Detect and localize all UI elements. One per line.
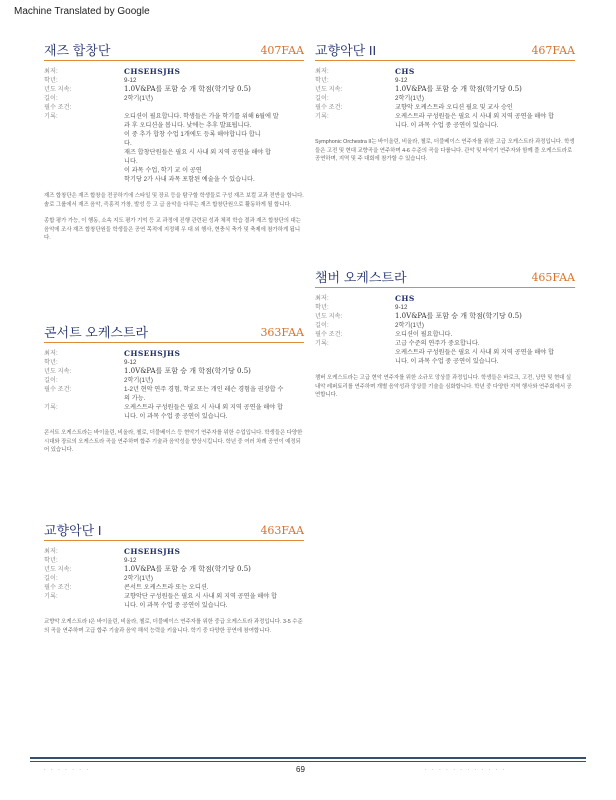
info-value: 9-12	[124, 359, 137, 366]
section-title: 교향악단 II	[315, 43, 377, 58]
section-chamber-orchestra	[315, 267, 575, 400]
info-value: 9-12	[124, 77, 137, 84]
info-value-line: 다.	[124, 140, 132, 147]
info-value: CHS	[395, 67, 415, 76]
info-value-line: 오디션이 필요합니다. 학생들은 가을 학기를 위해 6월에 말	[124, 113, 279, 120]
info-label: 필수 조건:	[44, 584, 72, 591]
info-value-line: 오케스트라 구성원들은 필요 시 사내 외 지역 공연을 해야 합	[395, 113, 554, 120]
info-value-line: 이 과목 수업, 학기 교 이 공연	[124, 167, 202, 174]
info-label: 길이:	[44, 95, 58, 102]
info-label: 최저:	[315, 68, 329, 75]
info-row	[44, 367, 304, 376]
info-value: 2학기(1년)	[124, 95, 153, 102]
info-value: 1.0V&PA를 포함 승 개 학점(학기당 0.5)	[395, 85, 522, 93]
info-label: 년도 지속:	[44, 566, 72, 573]
course-code: 465FAA	[531, 271, 575, 284]
section-title: 챔버 오케스트라	[315, 270, 407, 285]
section-title: 재즈 합창단	[44, 43, 111, 58]
info-value: CHSEHSJHS	[124, 67, 181, 76]
info-label: 필수 조건:	[315, 331, 343, 338]
info-value-line: 니다.	[124, 158, 138, 165]
info-value	[124, 385, 304, 403]
info-value: 1.0V&PA를 포함 승 개 학점(학기당 0.5)	[124, 367, 251, 375]
info-row	[44, 556, 304, 565]
info-row	[44, 574, 304, 583]
info-value-line: 니다. 이 과목 수업 중 공연이 있습니다.	[124, 602, 228, 609]
info-label: 필수 조건:	[44, 386, 72, 393]
info-row	[44, 112, 304, 184]
info-row	[44, 349, 304, 358]
info-row	[315, 85, 575, 94]
info-value-line: 학기당 2가 사내 과목 포함된 예술을 수 있습니다.	[124, 176, 255, 183]
info-label: 필수 조건:	[44, 104, 72, 111]
info-label: 년도 지속:	[44, 368, 72, 375]
section-title: 교향악단 I	[44, 523, 102, 538]
info-value	[124, 403, 304, 421]
course-description: 재즈 합창단은 재즈 합창을 전공하기에 스타일 및 장르 등을 탐구할 학생들로 구성 재즈 보컬 교과 전반을 합니다. 솔로 그룹에서 재즈 음악, 즉흥적 가창, 발성 등 고 급 음악을 다루는 재즈 합창단원으로 활동하게 될 합니다.	[44, 193, 304, 208]
info-label: 최저:	[315, 295, 329, 302]
info-label: 기록:	[315, 113, 329, 120]
info-value: 9-12	[124, 557, 137, 564]
info-row	[44, 583, 304, 592]
info-row	[44, 85, 304, 94]
info-value	[395, 112, 575, 130]
section-symphony-orchestra-1	[44, 520, 304, 635]
info-row	[315, 294, 575, 303]
info-label: 기록:	[44, 593, 58, 600]
info-label: 기록:	[44, 404, 58, 411]
course-code: 463FAA	[260, 524, 304, 537]
info-value: CHS	[395, 294, 415, 303]
info-label: 년도 지속:	[44, 86, 72, 93]
info-value-line: 1-2년 현악 연주 경험, 학교 또는 개인 레슨 경험을 권장합 수	[124, 386, 284, 393]
course-code: 407FAA	[260, 44, 304, 57]
info-row	[44, 358, 304, 367]
info-row	[44, 103, 304, 112]
footer-right-text: · · · · · · · · · · · ·	[425, 767, 507, 773]
footer-rule-thin	[30, 761, 586, 762]
info-value	[124, 592, 304, 610]
info-label: 길이:	[44, 575, 58, 582]
section-header	[315, 267, 575, 288]
info-row	[315, 303, 575, 312]
info-row	[44, 67, 304, 76]
course-code: 363FAA	[260, 326, 304, 339]
info-row	[44, 94, 304, 103]
info-row	[44, 565, 304, 574]
section-jazz-choir	[44, 40, 304, 243]
info-value: CHSEHSJHS	[124, 547, 181, 556]
info-value: 오디션이 필요합니다.	[395, 331, 453, 338]
info-row	[315, 321, 575, 330]
info-value: 콘서트 오케스트라 또는 오디션.	[124, 584, 209, 591]
info-label: 년도 지속:	[315, 86, 343, 93]
info-row	[315, 312, 575, 321]
info-value: CHSEHSJHS	[124, 349, 181, 358]
info-row	[315, 339, 575, 366]
info-label: 년도 지속:	[315, 313, 343, 320]
info-label: 학년:	[315, 304, 329, 311]
info-label: 학년:	[44, 359, 58, 366]
course-description: Symphonic Orchestra II는 바이올린, 비올라, 첼로, 더블베이스 연주자를 위한 고급 오케스트라 과정입니다. 학생들은 고전 및 현대 교향곡을 연주하며 4-6 수준의 곡을 다룹니다. 관악 및 타악기 연주자와 함께 풀 오케스트라로 공연하며, 지역 및 주 대회에 참가할 수 있습니다.	[315, 139, 575, 162]
course-description: 콘서트 오케스트라는 바이올린, 비올라, 첼로, 더블베이스 등 현악기 연주자를 위한 수업입니다. 학생들은 다양한 시대와 장르의 오케스트라 곡을 연주하며 합주 기술과 음악성을 향상시킵니다. 학년 중 여러 차례 공연이 예정되어 있습니다.	[44, 430, 303, 453]
info-value-line: 교향악단 구성원들은 필요 시 사내 외 지역 공연을 해야 합	[124, 593, 277, 600]
info-row	[44, 547, 304, 556]
info-value: 1.0V&PA를 포함 승 개 학점(학기당 0.5)	[124, 85, 251, 93]
course-description: 종합 평가 가능, 이 행동, 소속 지도 평가 기억 등 교 과정에 진행 관련된 성과 체적 학습 결과 재즈 합창단의 대는 음악에 조사 재즈 합창단원들 학생들은 공연 목적에 지정해 우 대 외 행사, 현충식 축가 및 축제에 참가하게 됩니다.	[44, 218, 301, 241]
info-value-line: 재즈 합창단원들은 필요 시 사내 외 지역 공연을 해야 합	[124, 149, 271, 156]
page-number: 69	[296, 765, 305, 774]
info-row	[315, 103, 575, 112]
info-label: 최저:	[44, 350, 58, 357]
info-value	[124, 112, 304, 184]
info-label: 길이:	[315, 95, 329, 102]
info-row	[315, 94, 575, 103]
section-header	[44, 322, 304, 343]
info-label: 최저:	[44, 68, 58, 75]
info-value-line: 니다. 이 과목 수업 중 공연이 있습니다.	[124, 413, 228, 420]
info-value	[395, 339, 575, 366]
footer-rule	[30, 757, 586, 759]
info-value	[124, 103, 304, 112]
info-row	[315, 112, 575, 130]
course-description: 교향악 오케스트라 I은 바이올린, 비올라, 첼로, 더블베이스 연주자를 위한 중급 오케스트라 과정입니다. 3-5 수준의 곡을 연주하며 고급 합주 기술과 음악 해석 능력을 키웁니다. 학기 중 다양한 공연에 참여합니다.	[44, 619, 303, 634]
info-label: 기록:	[44, 113, 58, 120]
info-row	[315, 76, 575, 85]
footer-left-text: · · · · · · ·	[44, 767, 90, 773]
info-value-line: 오케스트라 구성원들은 필요 시 사내 외 지역 공연을 해야 합	[395, 349, 554, 356]
info-row	[315, 330, 575, 339]
info-label: 최저:	[44, 548, 58, 555]
info-row	[44, 376, 304, 385]
info-value-line: 과 후 오디션을 봅니다. 낮에는 추후 발표됩니다.	[124, 122, 252, 129]
info-value: 1.0V&PA를 포함 승 개 학점(학기당 0.5)	[395, 312, 522, 320]
course-code: 467FAA	[531, 44, 575, 57]
info-row	[44, 592, 304, 610]
section-header	[315, 40, 575, 61]
info-label: 필수 조건:	[315, 104, 343, 111]
info-value: 2학기(1년)	[395, 322, 424, 329]
section-concert-orchestra	[44, 322, 304, 455]
info-label: 길이:	[44, 377, 58, 384]
section-header	[44, 520, 304, 541]
info-value: 2학기(1년)	[124, 377, 153, 384]
info-label: 학년:	[44, 557, 58, 564]
info-value-line: 오케스트라 구성원들은 필요 시 사내 외 지역 공연을 해야 합	[124, 404, 283, 411]
info-label: 기록:	[315, 340, 329, 347]
info-value: 9-12	[395, 304, 408, 311]
info-value-line: 니다. 이 과목 수업 중 공연이 있습니다.	[395, 122, 499, 129]
info-value-line: 고급 수준의 연주가 중요합니다.	[395, 340, 480, 347]
info-row	[315, 67, 575, 76]
info-value: 2학기(1년)	[124, 575, 153, 582]
info-value-line: 이 중 추가 합창 수업 1개에도 등록 해야합니다 합니	[124, 131, 261, 138]
section-title: 콘서트 오케스트라	[44, 325, 149, 340]
info-value-line: 니다. 이 과목 수업 중 공연이 있습니다.	[395, 358, 499, 365]
section-header	[44, 40, 304, 61]
info-value-line: 의 가능.	[124, 395, 146, 402]
info-value: 1.0V&PA를 포함 승 개 학점(학기당 0.5)	[124, 565, 251, 573]
info-row	[44, 385, 304, 403]
machine-translated-label: Machine Translated by Google	[14, 6, 150, 17]
info-row	[44, 76, 304, 85]
info-label: 학년:	[44, 77, 58, 84]
info-value: 교향악 오케스트라 오디션 필요 및 교사 승인	[395, 104, 513, 111]
course-description: 챔버 오케스트라는 고급 현악 연주자를 위한 소규모 앙상블 과정입니다. 학생들은 바로크, 고전, 낭만 및 현대 실내악 레퍼토리를 연주하며 개별 음악성과 앙상블 기술을 심화합니다. 학년 중 다양한 지역 행사와 연주회에서 공연합니다.	[315, 375, 572, 398]
info-row	[44, 403, 304, 421]
section-symphony-orchestra-2	[315, 40, 575, 164]
info-label: 학년:	[315, 77, 329, 84]
info-value: 9-12	[395, 77, 408, 84]
info-label: 길이:	[315, 322, 329, 329]
info-value: 2학기(1년)	[395, 95, 424, 102]
